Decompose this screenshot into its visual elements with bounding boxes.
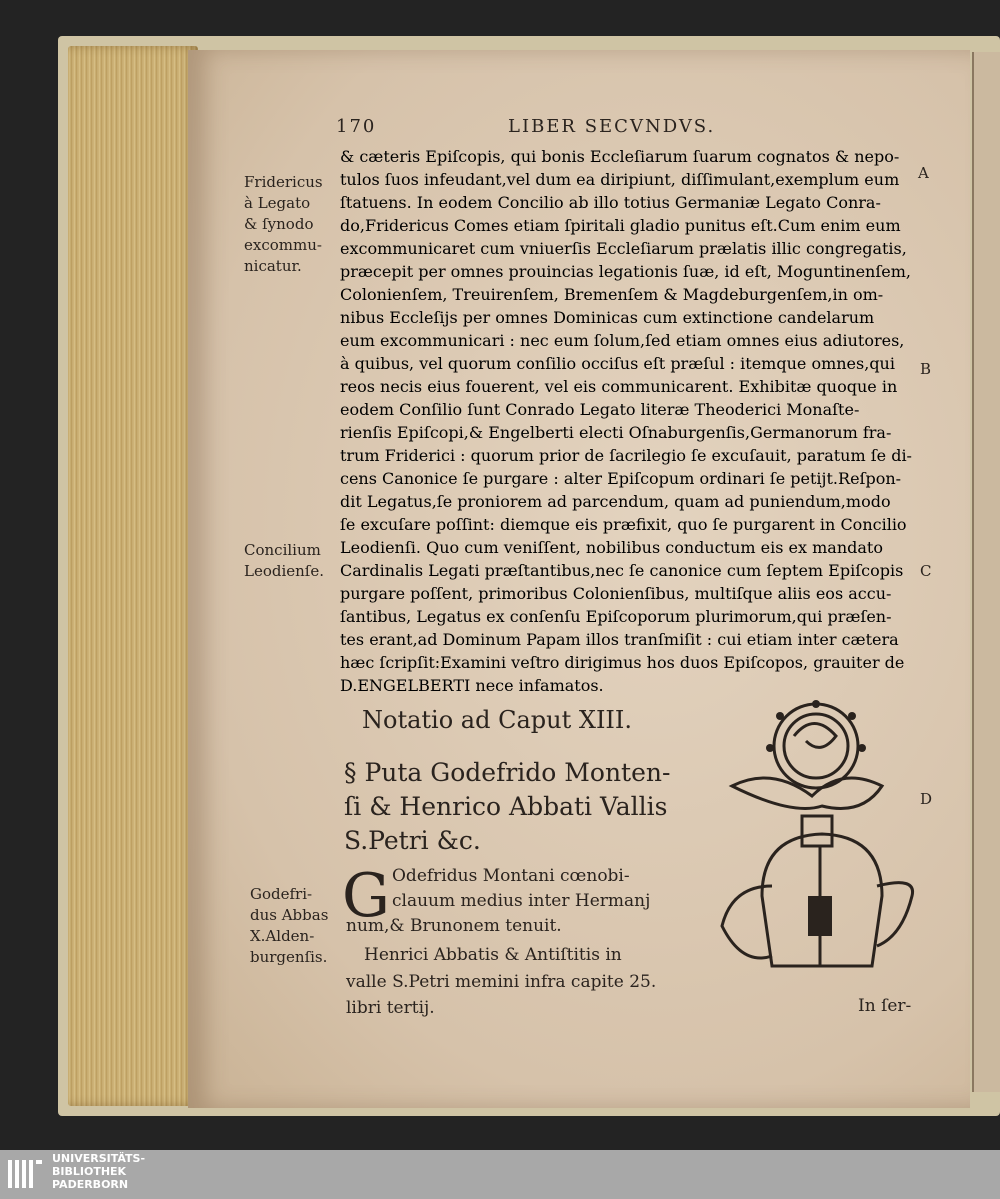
margin-line: burgenſis. [250, 948, 328, 966]
body-line: Leodienſi. Quo cum veniſſent, nobilibus conductum eis ex mandato [340, 538, 883, 557]
margin-line: & ſynodo [244, 215, 314, 233]
margin-line: Leodienſe. [244, 562, 325, 580]
body-line: cens Canonice ſe purgare : alter Epiſcopum ordinari ſe petijt.Reſpon- [340, 469, 902, 488]
library-name-line: PADERBORN [52, 1178, 129, 1191]
body-line: purgare poſſent, primoribus Colonienſibus, multiſque aliis eos accu- [340, 584, 892, 603]
body-line: tulos ſuos infeudant,vel dum ea diripiunt, diſſimulant,exemplum eum [340, 170, 900, 189]
margin-line: nicatur. [244, 257, 302, 275]
subheading [344, 756, 670, 858]
margin-note-fridericus [244, 172, 323, 277]
body-line: eodem Conſilio ſunt Conrado Legato literæ Theoderici Monaſte- [340, 400, 860, 419]
margin-line: Fridericus [244, 173, 323, 191]
body-line: D.ENGELBERTI nece infamatos. [340, 676, 604, 695]
section-letter-d: D [920, 790, 933, 808]
body-line: ſtatuens. In eodem Concilio ab illo totius Germaniæ Legato Conra- [340, 193, 881, 212]
body-line: Colonienſem, Treuirenſem, Bremenſem & Magdeburgenſem,in om- [340, 285, 884, 304]
body-line: dit Legatus,ſe proniorem ad parcendum, quam ad puniendum,modo [340, 492, 891, 511]
body-line: & cæteris Epiſcopis, qui bonis Eccleſiarum ſuarum cognatos & nepo- [340, 147, 900, 166]
page-edges [68, 46, 198, 1106]
margin-line: X.Alden- [250, 927, 315, 945]
para-line: num,& Brunonem tenuit. [346, 916, 562, 936]
library-name [52, 1152, 145, 1191]
facing-page-edge [972, 52, 1000, 1092]
body-line: do,Fridericus Comes etiam ſpiritali gladio punitus eſt.Cum enim eum [340, 216, 901, 235]
library-name-line: BIBLIOTHEK [52, 1165, 127, 1178]
para-line: Odefridus Montani cœnobi- [392, 866, 630, 886]
margin-line: à Legato [244, 194, 311, 212]
margin-line: excommu- [244, 236, 322, 254]
notatio-heading: Notatio ad Caput XIII. [362, 706, 633, 734]
para-line: Henrici Abbatis & Antiſtitis in [364, 945, 622, 965]
catchword: In ſer- [858, 996, 912, 1016]
para-line: clauum medius inter Hermanj [392, 891, 651, 911]
library-logo-icon [6, 1154, 46, 1194]
body-line: reos necis eius fouerent, vel eis communicarent. Exhibitæ quoque in [340, 377, 898, 396]
margin-note-godefridus [250, 884, 328, 968]
body-line: hæc ſcripſit:Examini veſtro dirigimus hos duos Epiſcopos, grauiter de [340, 653, 905, 672]
body-line: eum excommunicari : nec eum ſolum,ſed etiam omnes eius adiutores, [340, 331, 905, 350]
section-letter-b: B [920, 360, 932, 378]
page-number: 170 [336, 116, 377, 137]
margin-line: Concilium [244, 541, 321, 559]
mitre-woodcut [712, 696, 918, 990]
library-name-line: UNIVERSITÄTS- [52, 1152, 146, 1165]
body-line: rienſis Epiſcopi,& Engelberti electi Oſnaburgenſis,Germanorum fra- [340, 423, 892, 442]
section-letter-a: A [918, 164, 929, 182]
library-footer [0, 1150, 1000, 1199]
drop-cap: G [342, 861, 390, 931]
subheading-line: ſi & Henrico Abbati Vallis [344, 792, 668, 821]
para-line: valle S.Petri memini infra capite 25. [346, 972, 657, 992]
body-line: tes erant,ad Dominum Papam illos tranſmiſit : cui etiam inter cætera [340, 630, 899, 649]
body-line: præcepit per omnes prouincias legationis ſuæ, id eſt, Moguntinenſem, [340, 262, 911, 281]
body-line: Cardinalis Legati præſtantibus,nec ſe canonice cum ſeptem Epiſcopis [340, 561, 904, 580]
subheading-line: § Puta Godefrido Monten- [344, 758, 671, 787]
body-line: trum Friderici : quorum prior de ſacrilegio ſe excuſauit, paratum ſe di- [340, 446, 912, 465]
subheading-line: S.Petri &c. [344, 826, 481, 855]
margin-note-concilium [244, 540, 324, 582]
running-head: LIBER SECVNDVS. [508, 116, 716, 137]
section-letter-c: C [920, 562, 932, 580]
para-line: libri tertij. [346, 998, 435, 1018]
margin-line: dus Abbas [250, 906, 329, 924]
body-line: nibus Eccleſijs per omnes Dominicas cum extinctione candelarum [340, 308, 875, 327]
body-line: excommunicaret cum vniuerſis Eccleſiarum prælatis illic congregatis, [340, 239, 907, 258]
body-line: ſe excuſare poſſint: diemque eis præfixit, quo ſe purgarent in Concilio [340, 515, 907, 534]
body-line: à quibus, vel quorum conſilio occiſus eſt præſul : itemque omnes,qui [340, 354, 895, 373]
body-line: ſantibus, Legatus ex conſenſu Epiſcoporum plurimorum,qui præſen- [340, 607, 892, 626]
margin-line: Godefri- [250, 885, 313, 903]
